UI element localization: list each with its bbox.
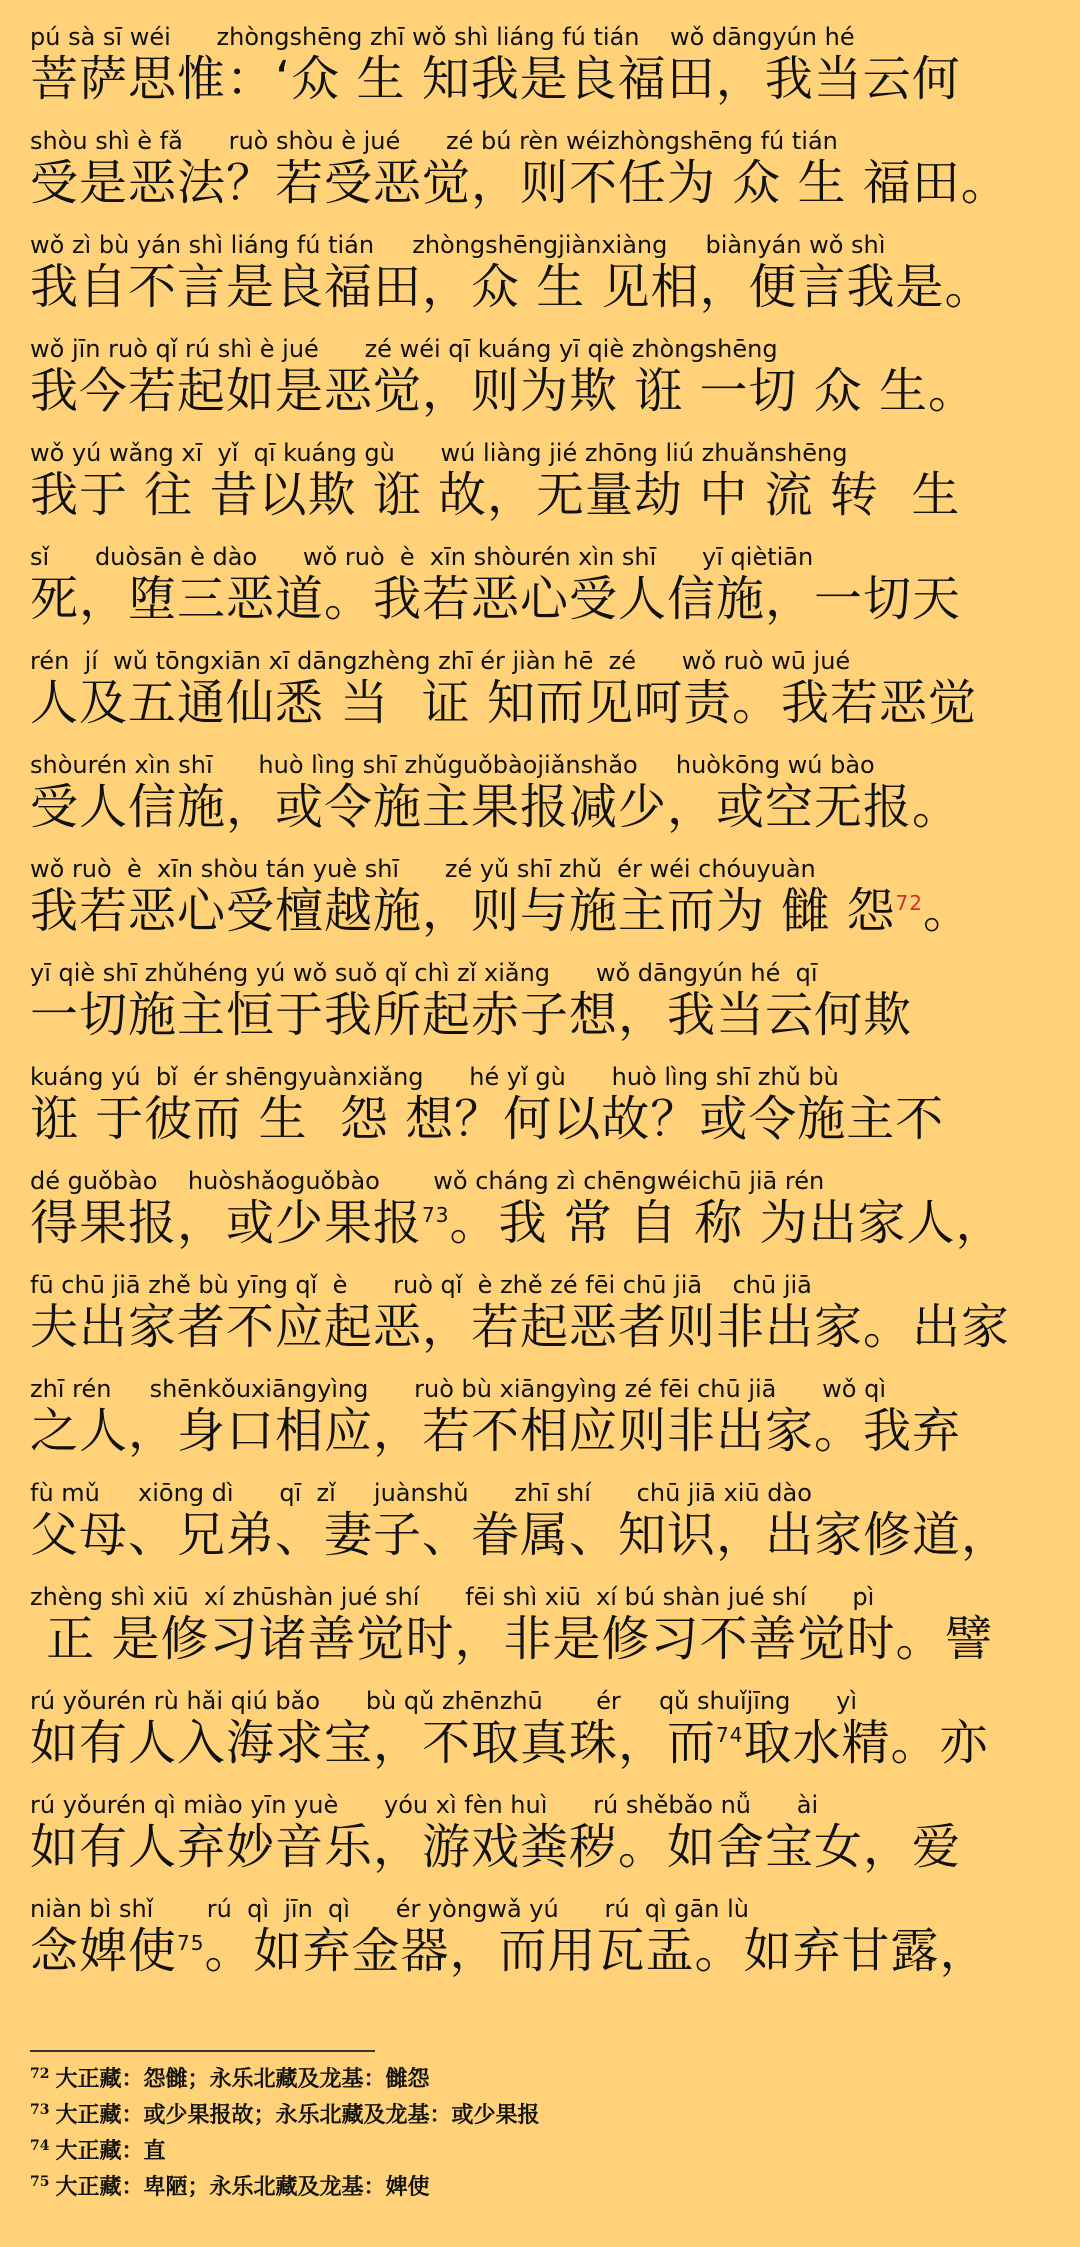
hanzi-line [30,986,1055,1044]
pinyin-line: wǒ yú wǎng xī yǐ qī kuáng gù wú liàng jié zhōng liú zhuǎnshēng [30,439,848,467]
hanzi-line [30,154,1055,212]
hanzi-text: 我若恶心受檀越施，则与施主而为 雠 怨 [30,883,896,939]
pinyin-line: shòu shì è fǎ ruò shòu è jué zé bú rèn wéizhòngshēng fú tián [30,127,838,155]
pinyin-line: rén jí wǔ tōngxiān xī dāngzhèng zhī ér jiàn hē zé wǒ ruò wū jué [30,647,851,675]
pinyin-line: rú yǒurén qì miào yīn yuè yóu xì fèn huì rú shěbǎo nǚ ài [30,1791,819,1819]
hanzi-line [30,1506,1055,1564]
hanzi-line [30,1090,1055,1148]
pinyin-line: fù mǔ xiōng dì qī zǐ juànshǔ zhī shí chū jiā xiū dào [30,1479,812,1507]
hanzi-text: 死，堕三恶道。我若恶心受人信施，一切天 [30,571,962,627]
hanzi-line [30,1610,1055,1668]
footnote-marker[interactable]: 75 [177,1931,205,1955]
footnote-text: 大正藏：直 [55,2138,166,2164]
hanzi-line [30,1714,1055,1772]
pinyin-line: shòurén xìn shī huò lìng shī zhǔguǒbàojiǎnshǎo huòkōng wú bào [30,751,875,779]
pinyin-line: rú yǒurén rù hǎi qiú bǎo bù qǔ zhēnzhū ér qǔ shuǐjīng yì [30,1687,858,1715]
hanzi-text: 之人，身口相应，若不相应则非出家。我弃 [30,1403,962,1459]
footnote-72 [30,2065,1030,2093]
hanzi-text-continued: 。我 常 自 称 为出家人， [449,1195,1005,1251]
hanzi-line [30,362,1055,420]
hanzi-text: 诳 于彼而 生 怨 想？何以故？或令施主不 [30,1091,945,1147]
hanzi-text: 念婢使 [30,1923,178,1979]
hanzi-text: 得果报，或少果报 [30,1195,423,1251]
hanzi-line [30,1194,1055,1252]
pinyin-line: dé guǒbào huòshǎoguǒbào wǒ cháng zì chēngwéichū jiā rén [30,1167,825,1195]
hanzi-line [30,1402,1055,1460]
hanzi-line [30,466,1055,524]
hanzi-line [30,570,1055,628]
footnote-text: 大正藏：怨雠；永乐北藏及龙基：雠怨 [55,2066,430,2092]
hanzi-text: 受人信施，或令施主果报减少，或空无报。 [30,779,962,835]
pinyin-line: kuáng yú bǐ ér shēngyuànxiǎng hé yǐ gù huò lìng shī zhǔ bù [30,1063,839,1091]
hanzi-text: 一切施主恒于我所起赤子想，我当云何欺 [30,987,913,1043]
pinyin-line: sǐ duòsān è dào wǒ ruò è xīn shòurén xìn shī yī qiètiān [30,543,814,571]
hanzi-line [30,882,1055,940]
pinyin-line: wǒ jīn ruò qǐ rú shì è jué zé wéi qī kuáng yī qiè zhòngshēng [30,335,778,363]
hanzi-text-continued: 。如弃金器，而用瓦盂。如弃甘露， [204,1923,989,1979]
hanzi-text: 我于 往 昔以欺 诳 故，无量劫 中 流 转 生 [30,467,961,523]
hanzi-text: 夫出家者不应起恶，若起恶者则非出家。出家 [30,1299,1011,1355]
pinyin-line: fū chū jiā zhě bù yīng qǐ è ruò qǐ è zhě zé fēi chū jiā chū jiā [30,1271,812,1299]
hanzi-text: 正 是修习诸善觉时，非是修习不善觉时。譬 [30,1611,994,1667]
footnote-text: 大正藏：卑陋；永乐北藏及龙基：婢使 [55,2174,430,2200]
footnote-marker[interactable]: 73 [422,1203,450,1227]
footnote-73 [30,2101,1030,2129]
hanzi-line [30,1922,1055,1980]
hanzi-text-continued: 。 [922,883,972,939]
hanzi-line [30,1818,1055,1876]
hanzi-line [30,50,1055,108]
hanzi-text: 父母、兄弟、妻子、眷属、知识，出家修道， [30,1507,1011,1563]
pinyin-line: wǒ zì bù yán shì liáng fú tián zhòngshēngjiànxiàng biànyán wǒ shì [30,231,886,259]
hanzi-text: 如有人弃妙音乐，游戏粪秽。如舍宝女，爱 [30,1819,962,1875]
hanzi-text-continued: 取水精。亦 [743,1715,989,1771]
pinyin-line: zhèng shì xiū xí zhūshàn jué shí fēi shì xiū xí bú shàn jué shí pì [30,1583,875,1611]
hanzi-text: 人及五通仙悉 当 证 知而见呵责。我若恶觉 [30,675,978,731]
pinyin-line: yī qiè shī zhǔhéng yú wǒ suǒ qǐ chì zǐ xiǎng wǒ dāngyún hé qī [30,959,818,987]
footnote-marker[interactable]: 72 [895,891,923,915]
footnote-74 [30,2137,1030,2165]
hanzi-line [30,258,1055,316]
footnote-number: 72 [30,2065,50,2082]
footnote-text: 大正藏：或少果报故；永乐北藏及龙基：或少果报 [55,2102,540,2128]
hanzi-text: 菩萨思惟：‘众 生 知我是良福田，我当云何 [30,51,961,107]
pinyin-line: zhī rén shēnkǒuxiāngyìng ruò bù xiāngyìng zé fēi chū jiā wǒ qì [30,1375,887,1403]
hanzi-text: 如有人入海求宝，不取真珠，而 [30,1715,717,1771]
footnote-marker[interactable]: 74 [716,1723,744,1747]
footnote-number: 75 [30,2173,50,2190]
hanzi-text: 我自不言是良福田，众 生 见相，便言我是。 [30,259,994,315]
hanzi-line [30,778,1055,836]
hanzi-text: 我今若起如是恶觉，则为欺 诳 一切 众 生。 [30,363,978,419]
pinyin-line: pú sà sī wéi zhòngshēng zhī wǒ shì liáng fú tián wǒ dāngyún hé [30,23,855,51]
pinyin-line: niàn bì shǐ rú qì jīn qì ér yòngwǎ yú rú qì gān lù [30,1895,749,1923]
hanzi-line [30,674,1055,732]
footnote-75 [30,2173,1030,2201]
footnote-number: 73 [30,2101,50,2118]
footnote-divider [30,2050,375,2052]
hanzi-text: 受是恶法？若受恶觉，则不任为 众 生 福田。 [30,155,1010,211]
footnote-number: 74 [30,2137,50,2154]
pinyin-line: wǒ ruò è xīn shòu tán yuè shī zé yǔ shī zhǔ ér wéi chóuyuàn [30,855,816,883]
hanzi-line [30,1298,1055,1356]
